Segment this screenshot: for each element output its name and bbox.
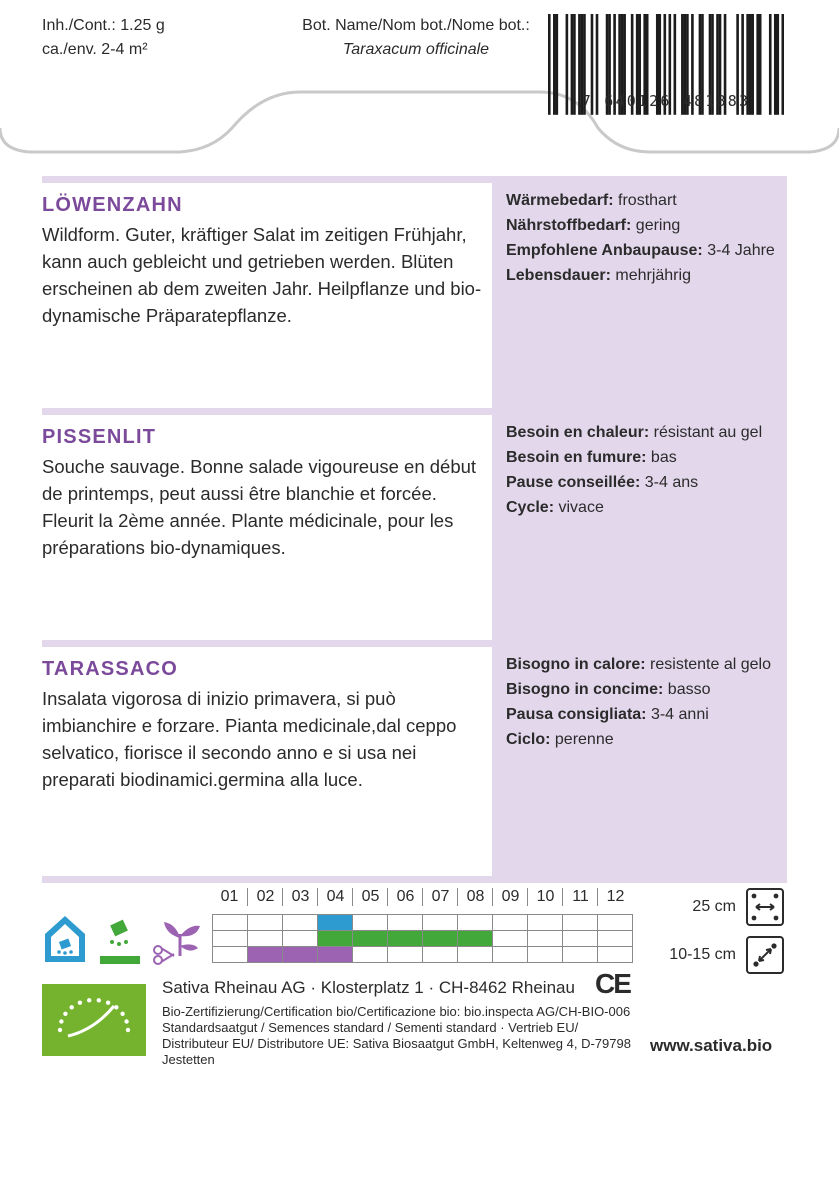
calendar-cell — [352, 914, 388, 931]
calendar-month: 09 — [492, 888, 528, 906]
calendar-month: 06 — [387, 888, 423, 906]
section-description: Wildform. Guter, kräftiger Salat im zeitigen Frühjahr, kann auch gebleicht und getrieben werden. Blüten erscheinen ab dem zweiten Jahr. Heilpflanze und bio-dynamische Präparatepflanze. — [42, 224, 482, 326]
standard-seed-text: Standardsaatgut / Semences standard / Sementi standard · Vertrieb EU/ Distributeur EU/ Distributore UE: Sativa Biosaatgut GmbH, Keltenweg 4, D-79798 Jestetten — [162, 1020, 631, 1067]
calendar-month: 08 — [457, 888, 493, 906]
calendar-cell — [247, 914, 283, 931]
certification-text: Bio-Zertifizierung/Certification bio/Certificazione bio: bio.inspecta AG/CH-BIO-006 — [162, 1004, 631, 1019]
calendar-cell — [457, 930, 493, 947]
eu-star — [78, 1001, 82, 1005]
prop-row: Besoin en fumure: bas — [506, 449, 677, 466]
calendar-month: 10 — [527, 888, 563, 906]
eu-star — [126, 1028, 130, 1032]
prop-row: Pausa consigliata: 3-4 anni — [506, 706, 709, 723]
calendar-cell — [492, 914, 528, 931]
calendar-cell — [387, 914, 423, 931]
calendar-month: 01 — [220, 888, 239, 905]
calendar-cell — [422, 946, 458, 963]
section-description: Souche sauvage. Bonne salade vigoureuse en début de printemps, peut aussi être blanchie et forcée. Fleurit la 2ème année. Plante médicinale, pour les préparations bio-dynamiques. — [42, 456, 477, 558]
calendar-cell — [492, 930, 528, 947]
botanical-name-block — [300, 14, 532, 62]
calendar-cell — [352, 930, 388, 947]
prop-row: Bisogno in concime: basso — [506, 681, 711, 698]
calendar-month: 05 — [352, 888, 388, 906]
calendar-cell — [597, 914, 633, 931]
calendar-cell — [527, 930, 563, 947]
calendar-cell — [352, 946, 388, 963]
prop-row: Wärmebedarf: frosthart — [506, 192, 677, 209]
calendar-cell — [422, 914, 458, 931]
section-text — [42, 426, 490, 561]
section-text — [42, 658, 490, 793]
calendar-months — [212, 888, 632, 912]
calendar-cell — [212, 930, 248, 947]
section-title: TARASSACO — [42, 658, 178, 680]
prop-row: Nährstoffbedarf: gering — [506, 217, 681, 234]
calendar-month: 11 — [562, 888, 598, 906]
prop-row: Lebensdauer: mehrjährig — [506, 267, 691, 284]
barcode-number: 7 640126 481883 — [581, 92, 751, 110]
eu-star — [120, 1012, 124, 1016]
section-props — [492, 640, 787, 876]
outdoor-sowing-icon — [98, 918, 142, 966]
calendar-cell — [282, 930, 318, 947]
section-text — [42, 194, 490, 329]
calendar-cell — [212, 914, 248, 931]
botanical-name: Taraxacum officinale — [342, 41, 490, 58]
calendar-month: 04 — [317, 888, 353, 906]
content-info — [42, 14, 165, 62]
prop-row: Pause conseillée: 3-4 ans — [506, 474, 699, 491]
calendar-cell — [457, 946, 493, 963]
calendar-cell — [562, 946, 598, 963]
row-spacing — [692, 888, 784, 926]
content-weight: Inh./Cont.: 1.25 g — [42, 17, 165, 34]
row-spacing-value: 25 cm — [692, 898, 736, 915]
calendar-cell — [562, 930, 598, 947]
harvest-icon — [150, 912, 204, 966]
calendar-cell — [422, 930, 458, 947]
website-link[interactable]: www.sativa.bio — [650, 1036, 773, 1055]
calendar-cell — [317, 930, 353, 947]
calendar-cell — [247, 930, 283, 947]
greenhouse-sowing-icon — [42, 912, 88, 964]
plant-spacing — [669, 936, 784, 974]
section-band — [42, 876, 787, 883]
section-props — [492, 176, 787, 408]
calendar-month: 12 — [597, 888, 633, 906]
calendar-month: 03 — [282, 888, 318, 906]
eu-star — [58, 1028, 62, 1032]
calendar-month: 02 — [247, 888, 283, 906]
calendar-cell — [247, 946, 283, 963]
ce-mark: CE — [595, 968, 630, 999]
calendar-cell — [387, 946, 423, 963]
calendar-cell — [492, 946, 528, 963]
calendar-month: 07 — [422, 888, 458, 906]
section-title: PISSENLIT — [42, 426, 157, 448]
eu-star — [59, 1019, 63, 1023]
area-coverage: ca./env. 2-4 m² — [42, 41, 148, 58]
prop-row: Ciclo: perenne — [506, 731, 614, 748]
plant-spacing-icon — [746, 936, 784, 974]
calendar-cell — [527, 946, 563, 963]
calendar-grid — [212, 914, 632, 964]
calendar-cell — [562, 914, 598, 931]
calendar-cell — [597, 946, 633, 963]
calendar-cell — [282, 946, 318, 963]
eu-star — [70, 1005, 74, 1009]
plant-spacing-value: 10-15 cm — [669, 946, 736, 963]
section-description: Insalata vigorosa di inizio primavera, si può imbianchire e forzare. Pianta medicinale,dal ceppo selvatico, fiorisce il secondo anno e si usa nei preparati biodinamici.germina alla luce. — [42, 688, 457, 790]
calendar-cell — [212, 946, 248, 963]
eu-star — [106, 1001, 110, 1005]
calendar-cell — [597, 930, 633, 947]
row-spacing-icon — [746, 888, 784, 926]
prop-row: Bisogno in calore: resistente al gelo — [506, 656, 771, 673]
prop-row: Besoin en chaleur: résistant au gel — [506, 424, 763, 441]
section-props — [492, 408, 787, 640]
calendar-cell — [457, 914, 493, 931]
prop-row: Cycle: vivace — [506, 499, 604, 516]
eu-organic-logo — [42, 984, 146, 1056]
company-address: Sativa Rheinau AG · Klosterplatz 1 · CH-8462 Rheinau — [162, 978, 575, 997]
eu-star — [97, 998, 101, 1002]
calendar-cell — [317, 914, 353, 931]
eu-star — [87, 998, 91, 1002]
eu-star — [63, 1012, 67, 1016]
footer-info — [162, 978, 642, 1068]
calendar-cell — [317, 946, 353, 963]
calendar-cell — [282, 914, 318, 931]
prop-row: Empfohlene Anbaupause: 3-4 Jahre — [506, 242, 775, 259]
botanical-name-label: Bot. Name/Nom bot./Nome bot.: — [302, 17, 530, 34]
calendar-cell — [527, 914, 563, 931]
eu-star — [124, 1019, 128, 1023]
section-title: LÖWENZAHN — [42, 194, 183, 216]
calendar-cell — [387, 930, 423, 947]
